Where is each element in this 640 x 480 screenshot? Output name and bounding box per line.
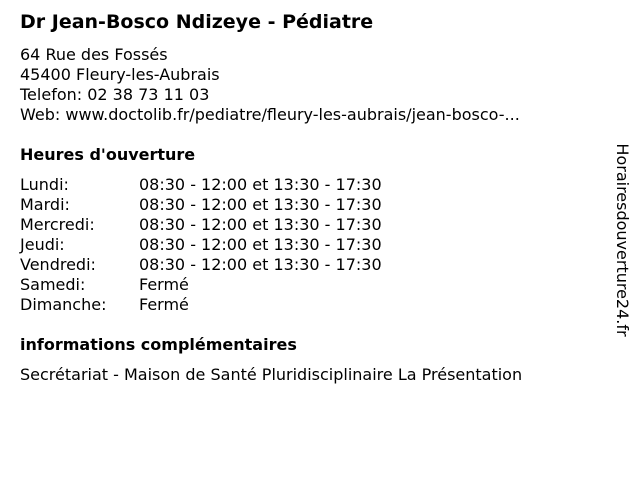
- opening-time: 08:30 - 12:00 et 13:30 - 17:30: [139, 175, 382, 194]
- hours-heading: Heures d'ouverture: [20, 145, 196, 164]
- address-block: [20, 45, 520, 125]
- page-title: Dr Jean-Bosco Ndizeye - Pédiatre: [20, 11, 374, 33]
- opening-time: 08:30 - 12:00 et 13:30 - 17:30: [139, 215, 382, 234]
- day-label: Samedi:: [20, 275, 86, 294]
- day-label: Lundi:: [20, 175, 69, 194]
- site-watermark: Horairesdouverture24.fr: [613, 143, 632, 337]
- day-label: Dimanche:: [20, 295, 107, 314]
- website-link[interactable]: Web: www.doctolib.fr/pediatre/fleury-les-aubrais/jean-bosco-...: [20, 105, 520, 124]
- city-address: 45400 Fleury-les-Aubrais: [20, 65, 220, 84]
- opening-time: 08:30 - 12:00 et 13:30 - 17:30: [139, 195, 382, 214]
- day-label: Mardi:: [20, 195, 70, 214]
- opening-time: 08:30 - 12:00 et 13:30 - 17:30: [139, 235, 382, 254]
- street-address: 64 Rue des Fossés: [20, 45, 168, 64]
- opening-time: 08:30 - 12:00 et 13:30 - 17:30: [139, 255, 382, 274]
- phone-number[interactable]: Telefon: 02 38 73 11 03: [20, 85, 210, 104]
- opening-time: Fermé: [139, 275, 189, 294]
- day-label: Mercredi:: [20, 215, 95, 234]
- opening-time: Fermé: [139, 295, 189, 314]
- day-label: Jeudi:: [20, 235, 65, 254]
- info-heading: informations complémentaires: [20, 335, 297, 354]
- day-label: Vendredi:: [20, 255, 96, 274]
- info-text: Secrétariat - Maison de Santé Pluridisciplinaire La Présentation: [20, 365, 523, 384]
